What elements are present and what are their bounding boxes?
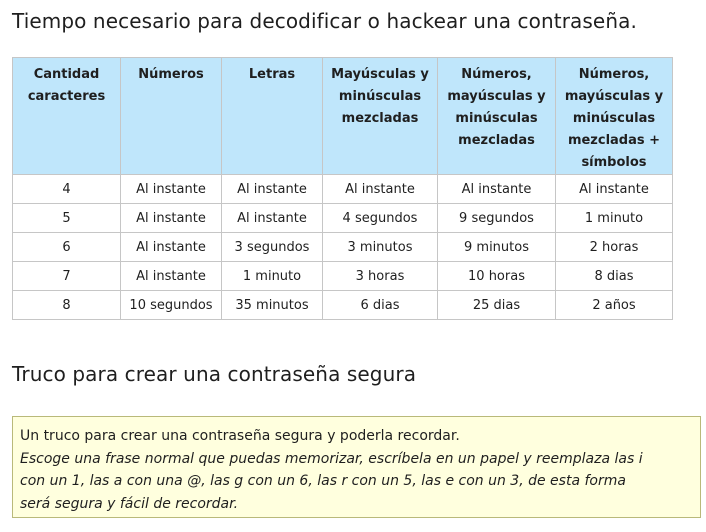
table-cell: 8 bbox=[13, 291, 121, 320]
table-header-row bbox=[13, 58, 673, 175]
table-cell: 6 dias bbox=[323, 291, 438, 320]
table-cell: 7 bbox=[13, 262, 121, 291]
header-line: minúsculas bbox=[338, 89, 422, 104]
tip-line: con un 1, las a con una @, las g con un 6, las r con un 5, las e con un 3, de esta forma bbox=[20, 473, 626, 489]
table-cell: Al instante bbox=[438, 175, 556, 204]
password-time-table bbox=[12, 57, 673, 320]
header-line: Mayúsculas y bbox=[331, 67, 429, 82]
table-cell: Al instante bbox=[121, 175, 222, 204]
table-cell: 4 bbox=[13, 175, 121, 204]
table-row bbox=[13, 204, 673, 233]
table-cell: 2 años bbox=[556, 291, 673, 320]
tip-box bbox=[12, 416, 701, 518]
table-row bbox=[13, 262, 673, 291]
header-line: Letras bbox=[248, 67, 296, 82]
table-cell: 6 bbox=[13, 233, 121, 262]
table-cell: 1 minuto bbox=[556, 204, 673, 233]
table-cell: 25 dias bbox=[438, 291, 556, 320]
table-cell: Al instante bbox=[121, 204, 222, 233]
header-line: mezcladas bbox=[341, 111, 419, 126]
table-cell: 10 segundos bbox=[121, 291, 222, 320]
header-line: caracteres bbox=[27, 89, 106, 104]
table-cell: 5 bbox=[13, 204, 121, 233]
section-title: Truco para crear una contraseña segura bbox=[12, 362, 417, 386]
tip-instructions bbox=[20, 448, 692, 516]
table-cell: 3 minutos bbox=[323, 233, 438, 262]
header-line: Números, bbox=[461, 67, 532, 82]
header-line: Números, bbox=[578, 67, 650, 82]
table-row bbox=[13, 233, 673, 262]
header-line: mezcladas bbox=[458, 133, 535, 148]
table-cell: 9 segundos bbox=[438, 204, 556, 233]
header-line: Números bbox=[138, 67, 204, 82]
table-cell: 2 horas bbox=[556, 233, 673, 262]
table-cell: 3 horas bbox=[323, 262, 438, 291]
header-line: mayúsculas y bbox=[447, 89, 546, 104]
table-cell: 3 segundos bbox=[222, 233, 323, 262]
header-cantidad-caracteres bbox=[13, 58, 121, 175]
table-cell: Al instante bbox=[222, 204, 323, 233]
tip-line: será segura y fácil de recordar. bbox=[20, 495, 239, 512]
header-letras bbox=[222, 58, 323, 175]
table-cell: 1 minuto bbox=[222, 262, 323, 291]
header-numeros bbox=[121, 58, 222, 175]
table-row bbox=[13, 175, 673, 204]
table-cell: Al instante bbox=[121, 233, 222, 262]
header-line: minúsculas bbox=[455, 111, 538, 126]
table-row bbox=[13, 291, 673, 320]
table-cell: 4 segundos bbox=[323, 204, 438, 233]
table-cell: Al instante bbox=[323, 175, 438, 204]
table-cell: 35 minutos bbox=[222, 291, 323, 320]
table-cell: Al instante bbox=[121, 262, 222, 291]
table-cell: 8 dias bbox=[556, 262, 673, 291]
header-line: mezcladas + bbox=[567, 133, 661, 148]
table-cell: 10 horas bbox=[438, 262, 556, 291]
header-line: Cantidad bbox=[33, 67, 100, 82]
header-line: mayúsculas y bbox=[564, 89, 664, 104]
table-cell: 9 minutos bbox=[438, 233, 556, 262]
header-mayusculas-minusculas bbox=[323, 58, 438, 175]
table-cell: Al instante bbox=[222, 175, 323, 204]
page-title: Tiempo necesario para decodificar o hackear una contraseña. bbox=[12, 9, 637, 33]
header-numeros-mayusculas-minusculas bbox=[438, 58, 556, 175]
tip-line: Escoge una frase normal que puedas memorizar, escríbela en un papel y reemplaza las i bbox=[20, 450, 643, 467]
header-line: símbolos bbox=[581, 155, 647, 170]
table-cell: Al instante bbox=[556, 175, 673, 204]
tip-intro: Un truco para crear una contraseña segura y poderla recordar. bbox=[20, 428, 460, 444]
header-line: minúsculas bbox=[572, 111, 656, 126]
header-todos-simbolos bbox=[556, 58, 673, 175]
